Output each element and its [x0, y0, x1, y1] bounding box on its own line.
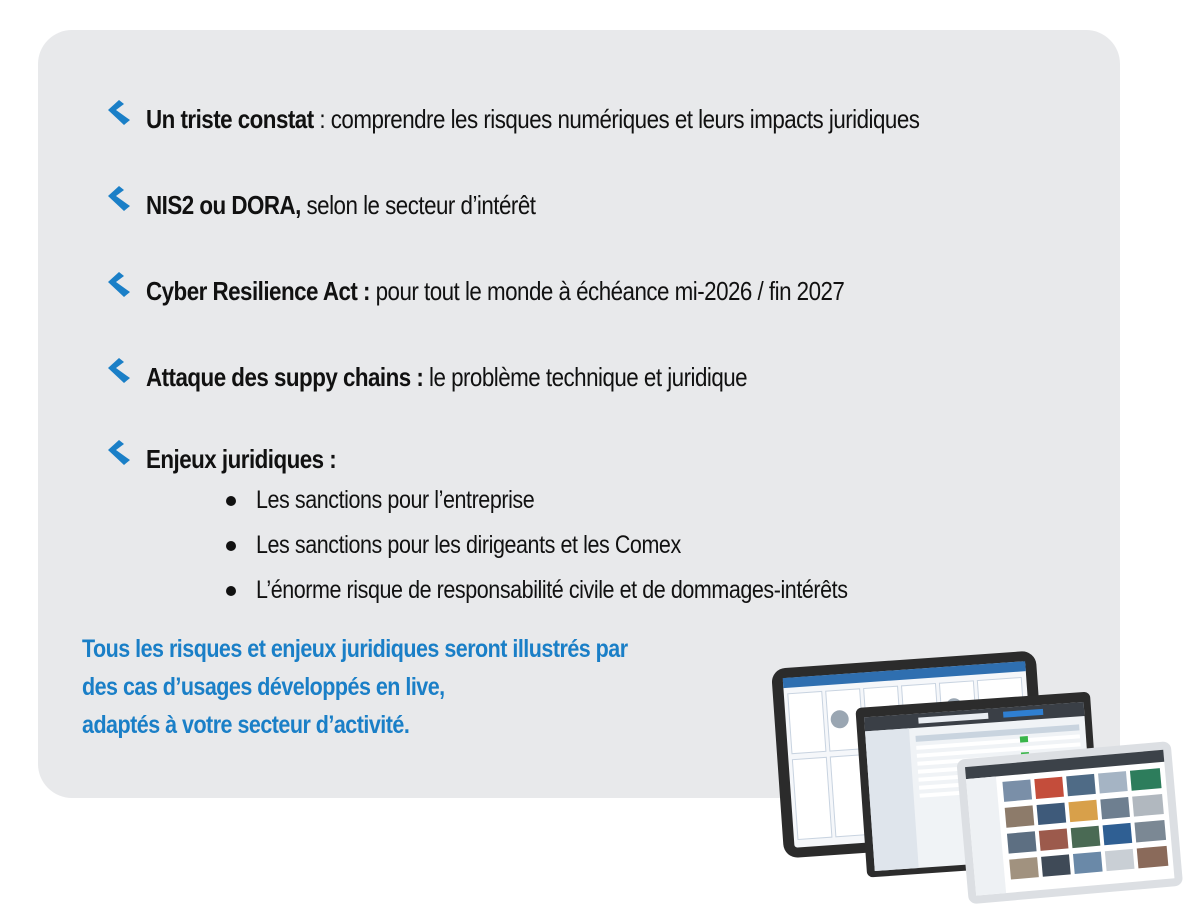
bullet-icon [226, 541, 236, 551]
curved-arrow-icon [100, 436, 134, 470]
curved-arrow-icon [100, 268, 134, 302]
point-cyber-resilience [100, 276, 958, 307]
point-constat [100, 104, 1045, 135]
curved-arrow-icon [100, 182, 134, 216]
bullet-icon [226, 496, 236, 506]
point-text: NIS2 ou DORA, selon le secteur d’intérêt [146, 190, 536, 220]
point-text: Attaque des suppy chains : le problème technique et juridique [146, 362, 748, 392]
point-supply-chains [100, 362, 845, 393]
point-enjeux-juridiques [100, 444, 367, 475]
enjeux-sub-list [226, 478, 944, 613]
devices-illustration [772, 640, 1192, 910]
sub-list-item: L’énorme risque de responsabilité civile et de dommages-intérêts [226, 568, 944, 613]
front-screen-device [956, 741, 1183, 904]
footer-statement [82, 630, 716, 744]
footer-line-3: adaptés à votre secteur d’activité. [82, 711, 410, 739]
footer-line-1: Tous les risques et enjeux juridiques seront illustrés par [82, 635, 628, 663]
bullet-icon [226, 586, 236, 596]
curved-arrow-icon [100, 96, 134, 130]
point-text: Enjeux juridiques : [146, 444, 337, 474]
point-text: Cyber Resilience Act : pour tout le monde à échéance mi-2026 / fin 2027 [146, 276, 845, 306]
point-text: Un triste constat : comprendre les risques numériques et leurs impacts juridiques [146, 104, 920, 134]
footer-line-2: des cas d’usages développés en live, [82, 673, 445, 701]
sub-list-item: Les sanctions pour les dirigeants et les Comex [226, 523, 944, 568]
curved-arrow-icon [100, 354, 134, 388]
sub-list-item: Les sanctions pour l’entreprise [226, 478, 944, 523]
point-nis2-dora [100, 190, 599, 221]
